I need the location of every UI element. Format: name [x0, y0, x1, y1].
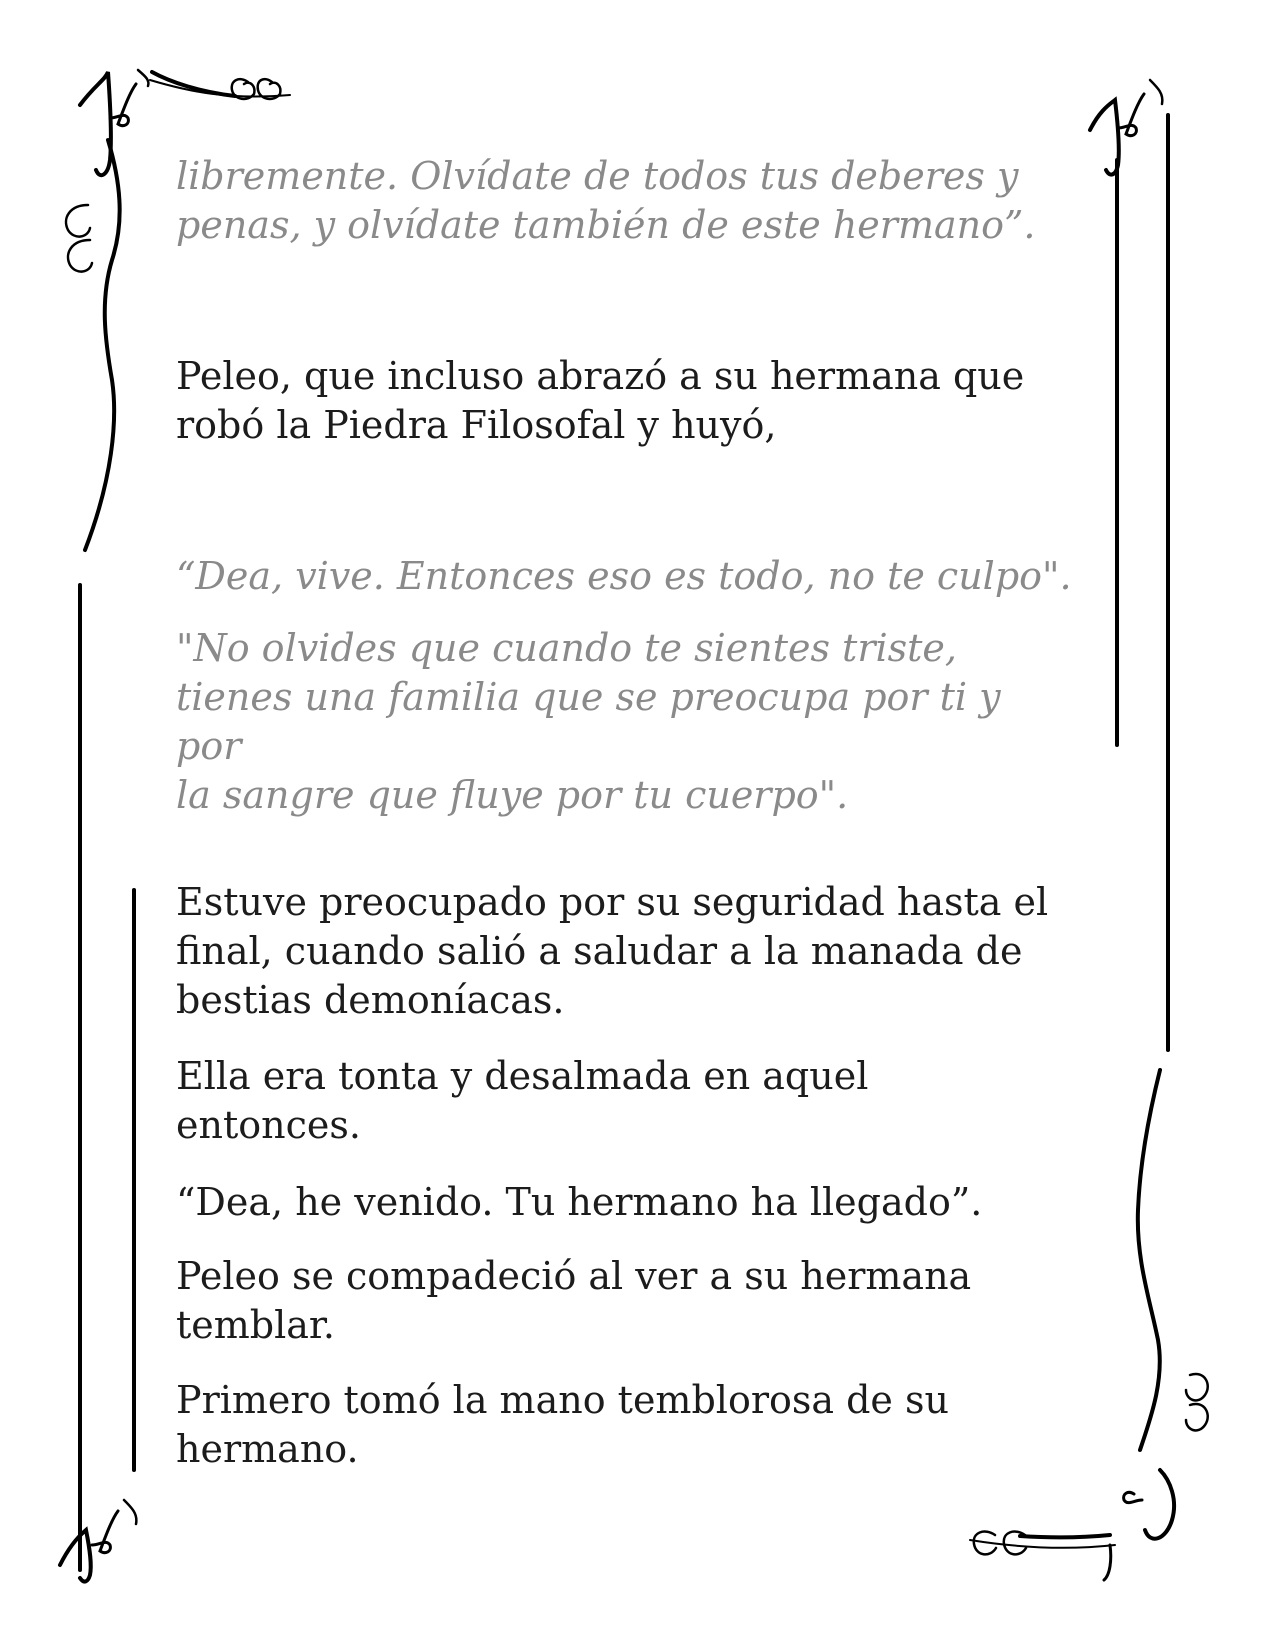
paragraph-2: Peleo, que incluso abrazó a su hermana que robó la Piedra Filosofal y huyó, [176, 354, 1025, 447]
paragraph-3: “Dea, vive. Entonces eso es todo, no te culpo". [176, 554, 1072, 598]
paragraph-5: Estuve preocupado por su seguridad hasta el final, cuando salió a saludar a la manada de bestias demoníacas. [176, 880, 1049, 1022]
paragraph-4: "No olvides que cuando te sientes triste, tienes una familia que se preocupa por ti y por la sangre que fluye por tu cuerpo". [176, 626, 1001, 817]
flourish-top-right-icon [1090, 80, 1168, 1050]
paragraph-9: Primero tomó la mano temblorosa de su hermano. [176, 1378, 949, 1471]
paragraph-1: libremente. Olvídate de todos tus deberes y penas, y olvídate también de este hermano”. [176, 154, 1036, 247]
paragraph-8: Peleo se compadeció al ver a su hermana temblar. [176, 1254, 972, 1347]
paragraph-6: Ella era tonta y desalmada en aquel entonces. [176, 1054, 869, 1147]
flourish-bottom-left-icon [60, 1500, 136, 1582]
paragraph-7: “Dea, he venido. Tu hermano ha llegado”. [176, 1180, 983, 1224]
